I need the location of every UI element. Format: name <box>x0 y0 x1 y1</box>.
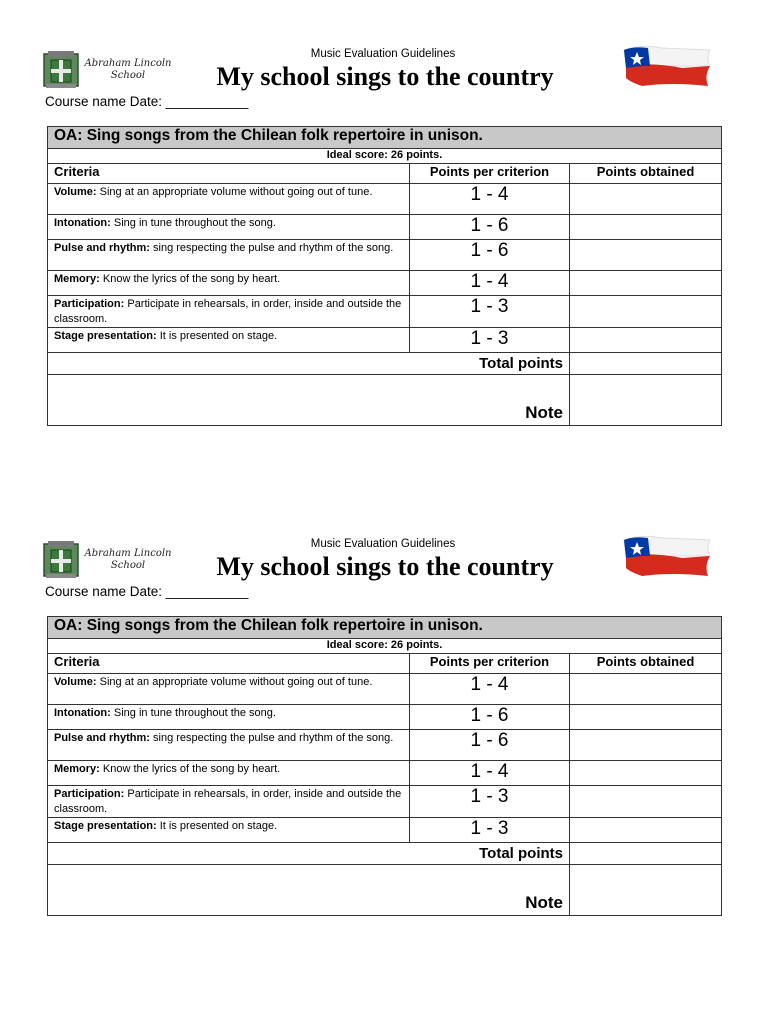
table-row <box>48 328 722 353</box>
chile-flag-icon <box>622 42 712 90</box>
school-crest-icon <box>42 50 80 90</box>
column-header-points-obtained: Points obtained <box>570 164 722 184</box>
table-row <box>48 184 722 215</box>
points-range: 1 - 3 <box>410 328 570 353</box>
total-points-label: Total points <box>48 843 570 865</box>
criterion-participation: Participation: Participate in rehearsals, in order, inside and outside the classroom. <box>48 296 410 328</box>
column-header-points-per-criterion: Points per criterion <box>410 164 570 184</box>
ideal-score: Ideal score: 26 points. <box>48 149 722 164</box>
points-range: 1 - 6 <box>410 215 570 240</box>
school-logo <box>42 540 177 580</box>
criterion-stage-presentation: Stage presentation: It is presented on stage. <box>48 818 410 843</box>
note-label: Note <box>48 375 570 426</box>
points-obtained-cell[interactable] <box>570 240 722 271</box>
points-obtained-cell[interactable] <box>570 215 722 240</box>
total-points-cell[interactable] <box>570 843 722 865</box>
points-obtained-cell[interactable] <box>570 328 722 353</box>
note-cell[interactable] <box>570 865 722 916</box>
school-name: Abraham Lincoln School <box>84 58 172 81</box>
evaluation-sheet-2 <box>0 530 768 930</box>
table-row <box>48 296 722 328</box>
criterion-stage-presentation: Stage presentation: It is presented on stage. <box>48 328 410 353</box>
points-range: 1 - 6 <box>410 730 570 761</box>
points-range: 1 - 3 <box>410 786 570 818</box>
course-date-line: Course name Date: ___________ <box>45 584 249 599</box>
note-label: Note <box>48 865 570 916</box>
total-points-label: Total points <box>48 353 570 375</box>
column-header-criteria: Criteria <box>48 164 410 184</box>
objective: OA: Sing songs from the Chilean folk repertoire in unison. <box>48 617 722 639</box>
points-range: 1 - 6 <box>410 240 570 271</box>
criterion-intonation: Intonation: Sing in tune throughout the song. <box>48 705 410 730</box>
column-header-criteria: Criteria <box>48 654 410 674</box>
table-row <box>48 271 722 296</box>
chile-flag-icon <box>622 532 712 580</box>
table-row <box>48 730 722 761</box>
points-range: 1 - 3 <box>410 818 570 843</box>
table-row <box>48 786 722 818</box>
criterion-memory: Memory: Know the lyrics of the song by heart. <box>48 271 410 296</box>
table-row <box>48 705 722 730</box>
total-points-cell[interactable] <box>570 353 722 375</box>
points-obtained-cell[interactable] <box>570 296 722 328</box>
points-obtained-cell[interactable] <box>570 184 722 215</box>
school-name: Abraham Lincoln School <box>84 548 172 571</box>
note-cell[interactable] <box>570 375 722 426</box>
column-header-points-per-criterion: Points per criterion <box>410 654 570 674</box>
school-logo <box>42 50 177 90</box>
points-obtained-cell[interactable] <box>570 674 722 705</box>
points-obtained-cell[interactable] <box>570 271 722 296</box>
criterion-volume: Volume: Sing at an appropriate volume without going out of tune. <box>48 674 410 705</box>
table-row <box>48 215 722 240</box>
criterion-memory: Memory: Know the lyrics of the song by heart. <box>48 761 410 786</box>
evaluation-table <box>47 126 722 426</box>
table-row <box>48 818 722 843</box>
points-obtained-cell[interactable] <box>570 786 722 818</box>
points-range: 1 - 3 <box>410 296 570 328</box>
column-header-points-obtained: Points obtained <box>570 654 722 674</box>
points-range: 1 - 6 <box>410 705 570 730</box>
points-obtained-cell[interactable] <box>570 730 722 761</box>
points-obtained-cell[interactable] <box>570 761 722 786</box>
criterion-pulse-rhythm: Pulse and rhythm: sing respecting the pulse and rhythm of the song. <box>48 240 410 271</box>
criterion-participation: Participation: Participate in rehearsals, in order, inside and outside the classroom. <box>48 786 410 818</box>
evaluation-sheet-1 <box>0 40 768 440</box>
points-range: 1 - 4 <box>410 271 570 296</box>
points-range: 1 - 4 <box>410 761 570 786</box>
points-range: 1 - 4 <box>410 184 570 215</box>
criterion-intonation: Intonation: Sing in tune throughout the song. <box>48 215 410 240</box>
page-title: My school sings to the country <box>216 62 554 91</box>
points-obtained-cell[interactable] <box>570 818 722 843</box>
points-range: 1 - 4 <box>410 674 570 705</box>
heading: Music Evaluation Guidelines <box>310 48 456 60</box>
course-date-line: Course name Date: ___________ <box>45 94 249 109</box>
page-title: My school sings to the country <box>216 552 554 581</box>
table-row <box>48 761 722 786</box>
heading: Music Evaluation Guidelines <box>310 538 456 550</box>
school-crest-icon <box>42 540 80 580</box>
criterion-volume: Volume: Sing at an appropriate volume without going out of tune. <box>48 184 410 215</box>
table-row <box>48 674 722 705</box>
criterion-pulse-rhythm: Pulse and rhythm: sing respecting the pulse and rhythm of the song. <box>48 730 410 761</box>
ideal-score: Ideal score: 26 points. <box>48 639 722 654</box>
points-obtained-cell[interactable] <box>570 705 722 730</box>
table-row <box>48 240 722 271</box>
objective: OA: Sing songs from the Chilean folk repertoire in unison. <box>48 127 722 149</box>
evaluation-table <box>47 616 722 916</box>
